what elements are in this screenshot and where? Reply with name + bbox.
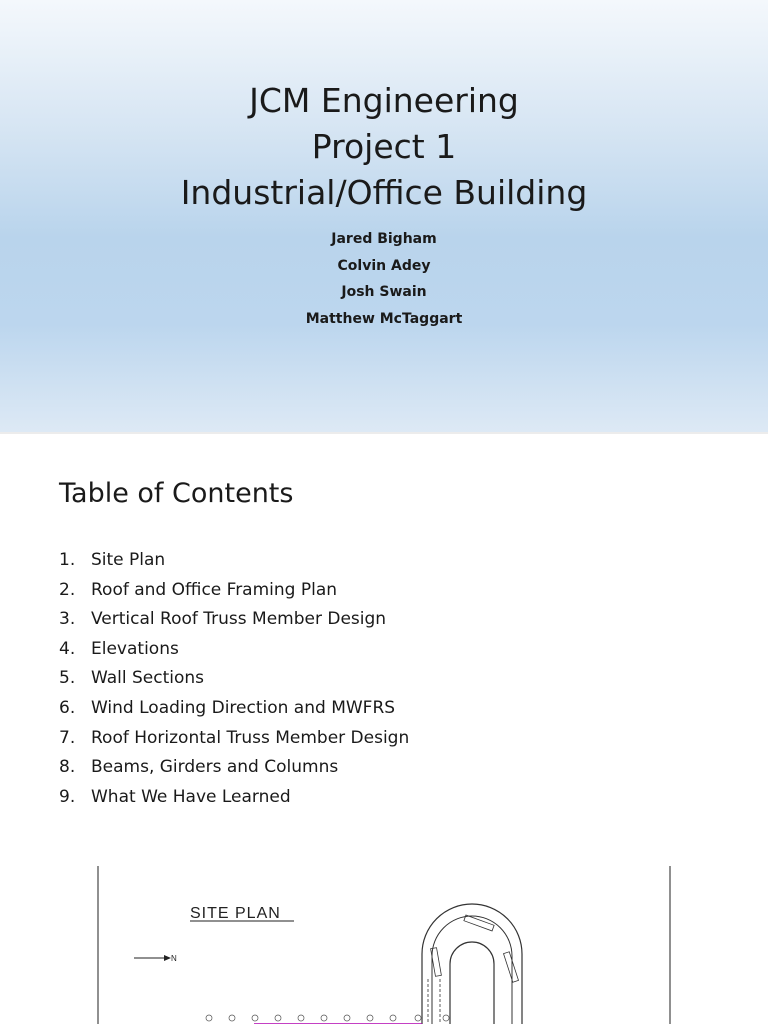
toc-list	[59, 546, 409, 812]
title-line-building: Industrial/Office Building	[180, 173, 588, 212]
driveway-mid-curve	[432, 916, 512, 1024]
toc-item-label: Wall Sections	[91, 668, 205, 689]
grid-bubble	[275, 1015, 281, 1021]
toc-item-number: 1.	[59, 550, 76, 570]
table-of-contents-slide	[0, 434, 768, 864]
author-name: Jared Bigham	[331, 231, 437, 247]
toc-item	[59, 605, 409, 635]
toc-item-number: 3.	[59, 609, 76, 630]
author-name: Colvin Adey	[337, 257, 431, 274]
toc-heading: Table of Contents	[59, 478, 294, 509]
toc-item-number: 7.	[59, 727, 76, 748]
author-name: Matthew McTaggart	[305, 310, 463, 327]
toc-item-number: 4.	[59, 638, 76, 659]
grid-bubble	[206, 1015, 212, 1021]
north-arrow-icon	[164, 955, 171, 961]
site-plan-label: SITE PLAN	[190, 905, 281, 922]
north-label: N	[171, 954, 177, 963]
toc-item-label: Elevations	[91, 638, 179, 659]
toc-item	[59, 753, 409, 783]
toc-item-number: 8.	[59, 757, 76, 778]
grid-bubble	[367, 1015, 373, 1021]
grid-bubble	[252, 1015, 258, 1021]
parking-stall	[504, 952, 519, 982]
grid-bubble	[443, 1015, 449, 1021]
toc-item	[59, 783, 409, 813]
toc-item	[59, 694, 409, 724]
toc-item-number: 6.	[59, 697, 76, 718]
toc-item-label: Vertical Roof Truss Member Design	[91, 609, 387, 630]
toc-item-number: 9.	[59, 786, 76, 807]
toc-item-label: Beams, Girders and Columns	[91, 757, 339, 778]
toc-item	[59, 576, 409, 606]
toc-item-number: 5.	[59, 668, 76, 689]
toc-item	[59, 635, 409, 665]
toc-item-label: What We Have Learned	[91, 786, 291, 807]
driveway-inner-curve	[450, 942, 494, 1024]
toc-item-label: Roof Horizontal Truss Member Design	[91, 727, 410, 748]
grid-bubble	[415, 1015, 421, 1021]
grid-bubble	[344, 1015, 350, 1021]
toc-item-label: Site Plan	[91, 550, 166, 570]
grid-bubble	[321, 1015, 327, 1021]
author-name: Josh Swain	[341, 284, 427, 300]
grid-bubble	[298, 1015, 304, 1021]
toc-item	[59, 724, 409, 754]
title-line-project: Project 1	[311, 127, 457, 166]
grid-bubble	[229, 1015, 235, 1021]
toc-item	[59, 664, 409, 694]
toc-item-label: Wind Loading Direction and MWFRS	[91, 697, 396, 718]
author-list	[0, 226, 768, 332]
grid-bubble	[390, 1015, 396, 1021]
site-plan-slide	[0, 864, 768, 1024]
title-slide	[0, 0, 768, 432]
grid-bubbles	[206, 1015, 449, 1021]
toc-item-number: 2.	[59, 579, 76, 600]
parking-stall	[464, 915, 494, 931]
site-plan-drawing	[0, 864, 768, 1024]
toc-item	[59, 546, 409, 576]
toc-item-label: Roof and Office Framing Plan	[91, 579, 338, 600]
title-line-company: JCM Engineering	[249, 81, 519, 120]
